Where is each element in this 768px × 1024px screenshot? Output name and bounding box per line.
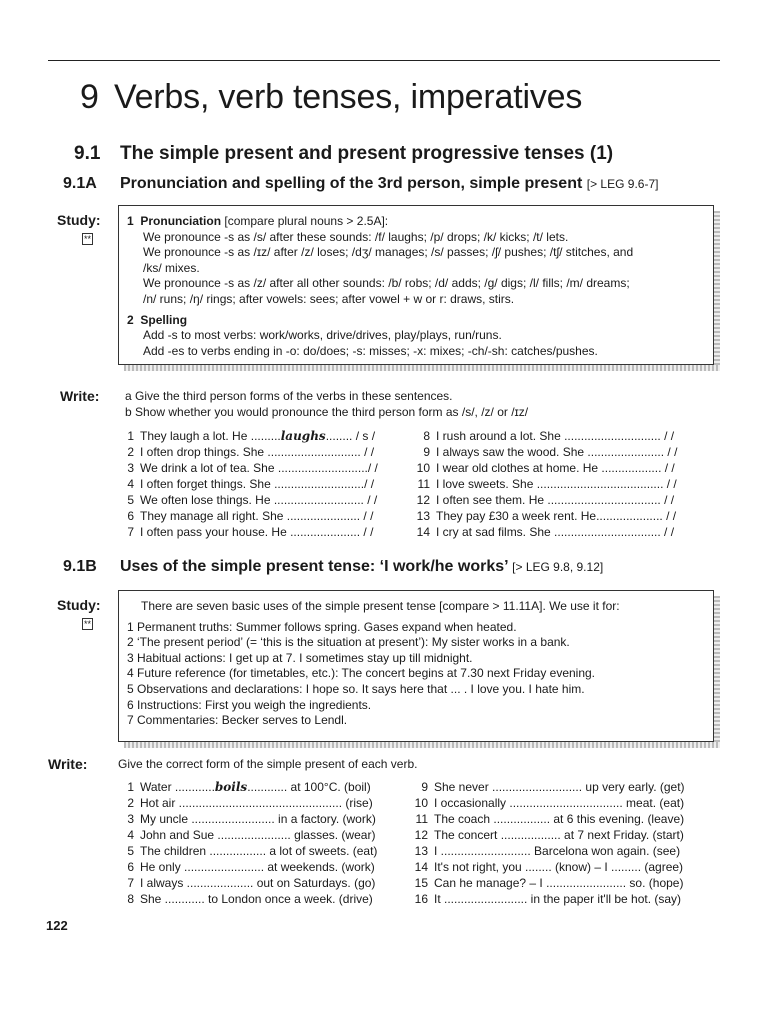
subsection-9-1a-title [120,175,658,193]
item-text: They manage all right. She ...................... / / [140,509,374,523]
exercise-item [414,460,677,476]
item-number: 6 [127,860,134,874]
box-shadow [124,365,720,371]
item-text: Can he manage? – I ........................ so. (hope) [434,876,684,890]
item-number: 15 [414,876,428,890]
item-number: 1 [127,780,134,794]
exercise-item [118,460,378,476]
point-number: 1 [127,214,134,228]
item-number: 3 [127,461,134,475]
item-number: 7 [127,525,134,539]
item-text: The coach ................. at 6 this evening. (leave) [434,812,685,826]
exercise-item [414,492,677,508]
exercise-item [414,444,677,460]
item-number: 9 [421,780,428,794]
exercise-item [412,875,685,891]
item-text: Hot air ................................................. (rise) [140,796,373,810]
item-text: I occasionally .................................. meat. (eat) [434,796,685,810]
chapter-title-text: Verbs, verb tenses, imperatives [114,78,583,116]
section-number: 9.1 [74,143,101,164]
exercise-item [412,843,685,859]
rule-line: We pronounce -s as /s/ after these sounds: /f/ laughs; /p/ drops; /k/ kicks; /t/ lets. [143,229,569,244]
rule-line: We pronounce -s as /ɪz/ after /z/ loses; /dʒ/ manages; /s/ passes; /ʃ/ pushes; /tʃ/ stitches, and [143,245,634,260]
item-number: 8 [423,429,430,443]
handwritten-answer: laughs [280,429,326,443]
subsection-9-1b-title-text: Uses of the simple present tense: ‘I work/he works’ [120,558,508,575]
exercise-item [118,779,377,795]
item-number: 12 [416,493,430,507]
item-text: We drink a lot of tea. She .........................../ / [140,461,378,475]
difficulty-stars-9-1a: ** [84,234,92,244]
exercise-item [412,795,685,811]
item-text: The concert .................. at 7 next Friday. (start) [434,828,684,842]
item-text: They laugh a lot. He ......... [140,429,281,443]
item-text: I always .................... out on Saturdays. (go) [140,876,376,890]
subsection-9-1a-ref: [> LEG 9.6-7] [586,177,659,191]
item-text: It ......................... in the paper it'll be hot. (say) [434,892,682,906]
exercise-item [118,492,378,508]
rule-line: We pronounce -s as /z/ after all other sounds: /b/ robs; /d/ adds; /g/ digs; /l/ fills; /m/ dreams; [143,276,630,291]
item-text-end: ........ / s / [325,429,376,443]
point-heading-pronunciation: Pronunciation [140,214,222,228]
item-number: 14 [416,525,430,539]
item-text: I often drop things. She ............................ / / [140,445,375,459]
study-box-9-1b [118,590,714,742]
exercise-item [412,827,685,843]
study-label-9-1b: Study: [57,597,101,613]
use-item: 5 Observations and declarations: I hope so. It says here that ... . I love you. I hate him. [127,681,585,696]
subsection-9-1b-title [120,558,603,576]
point-heading-spelling: Spelling [140,312,188,327]
item-number: 2 [127,796,134,810]
item-text: The children ................. a lot of sweets. (eat) [140,844,378,858]
item-text: She ............ to London once a week. (drive) [140,892,373,906]
exercise-item [118,859,377,875]
item-number: 13 [416,509,430,523]
item-number: 13 [414,844,428,858]
exercise-item [412,891,685,907]
exercise-9-1a-left [118,428,378,540]
exercise-item [412,779,685,795]
item-number: 6 [127,509,134,523]
exercise-item [412,859,685,875]
item-text: My uncle ......................... in a factory. (work) [140,812,376,826]
exercise-item [118,827,377,843]
item-text: They pay £30 a week rent. He.................... / / [436,509,677,523]
rule-line: /n/ runs; /ŋ/ rings; after vowels: sees; after vowel + w or r: draws, stirs. [143,291,515,306]
subsection-9-1a-number: 9.1A [63,175,97,192]
item-text: I always saw the wood. She ....................... / / [436,445,678,459]
exercise-item [118,476,378,492]
rule-line: Add -s to most verbs: work/works, drive/drives, play/plays, run/runs. [143,328,502,343]
exercise-item [118,811,377,827]
use-item: 4 Future reference (for timetables, etc.): The concert begins at 7.30 next Friday evening. [127,666,596,681]
item-text: I often pass your house. He ..................... / / [140,525,374,539]
exercise-item [414,524,677,540]
item-number: 3 [127,812,134,826]
item-number: 7 [127,876,134,890]
exercise-item [118,891,377,907]
item-text: Water ............ [140,780,215,794]
item-number: 10 [416,461,430,475]
use-item: 7 Commentaries: Becker serves to Lendl. [127,713,348,728]
point-note: [compare plural nouns > 2.5A]: [221,214,389,228]
item-number: 4 [127,477,134,491]
exercise-9-1a-right [414,428,677,540]
item-number: 5 [127,844,134,858]
point-number: 2 [127,312,134,327]
item-number: 12 [414,828,428,842]
exercise-item [414,508,677,524]
box-shadow [124,742,720,748]
use-item: 6 Instructions: First you weigh the ingredients. [127,697,372,712]
exercise-item [118,524,378,540]
item-number: 11 [415,812,428,826]
subsection-9-1b-ref: [> LEG 9.8, 9.12] [512,560,604,574]
item-number: 5 [127,493,134,507]
item-number: 1 [127,429,134,443]
subsection-9-1b-number: 9.1B [63,558,97,575]
exercise-item [118,875,377,891]
study-label-9-1a: Study: [57,212,101,228]
exercise-item [118,843,377,859]
difficulty-stars-9-1b: ** [84,619,92,629]
exercise-item [414,476,677,492]
exercise-item [118,795,377,811]
item-text: I often see them. He .................................. / / [436,493,675,507]
item-text: He only ........................ at weekends. (work) [140,860,375,874]
exercise-item [118,428,378,444]
item-text: She never ........................... up very early. (get) [434,780,685,794]
item-number: 14 [414,860,428,874]
rule-line: /ks/ mixes. [143,260,200,275]
item-number: 4 [127,828,134,842]
subsection-9-1a-title-text: Pronunciation and spelling of the 3rd person, simple present [120,175,583,192]
write-label-9-1a: Write: [60,388,100,404]
exercise-item [118,444,378,460]
exercise-9-1b-right [412,779,685,907]
exercise-9-1b-left [118,779,377,907]
page-number: 122 [46,918,68,933]
chapter-title [80,78,582,117]
item-text-end: ............ at 100°C. (boil) [247,780,371,794]
use-item: 3 Habitual actions: I get up at 7. I sometimes stay up till midnight. [127,650,473,665]
use-item: 1 Permanent truths: Summer follows spring. Gases expand when heated. [127,619,517,634]
item-text: I ........................... Barcelona won again. (see) [434,844,681,858]
chapter-number: 9 [80,78,99,116]
exercise-item [118,508,378,524]
box-shadow [714,211,720,365]
item-text: I rush around a lot. She ............................. / / [436,429,675,443]
uses-list [127,620,705,729]
top-rule [48,60,720,61]
instruction-a: a Give the third person forms of the verbs in these sentences. [125,389,453,403]
item-number: 9 [423,445,430,459]
box-shadow [714,596,720,742]
exercise-item [412,811,685,827]
rule-line: Add -es to verbs ending in -o: do/does; -s: misses; -x: mixes; -ch/-sh: catches/pushes. [143,343,598,358]
write-label-9-1b: Write: [48,756,88,772]
item-text: It's not right, you ........ (know) – I ......... (agree) [434,860,684,874]
item-text: We often lose things. He ........................... / / [140,493,378,507]
item-text: I wear old clothes at home. He .................. / / [436,461,675,475]
item-text: I often forget things. She .........................../ / [140,477,375,491]
item-number: 10 [414,796,428,810]
exercise-item [414,428,677,444]
use-item: 2 ‘The present period’ (= ‘this is the situation at present’): My sister works in a bank. [127,635,570,650]
item-number: 2 [127,445,134,459]
item-text: I love sweets. She ...................................... / / [436,477,677,491]
item-number: 16 [414,892,428,906]
study-box-9-1a [118,205,714,365]
uses-intro: There are seven basic uses of the simple present tense [compare > 11.11A]. We use it for: [141,599,620,613]
handwritten-answer: boils [214,780,248,794]
item-text: John and Sue ...................... glasses. (wear) [140,828,376,842]
instruction-b: b Show whether you would pronounce the third person form as /s/, /z/ or /ɪz/ [125,405,529,419]
item-text: I cry at sad films. She ................................ / / [436,525,675,539]
instruction-9-1b: Give the correct form of the simple present of each verb. [118,757,418,771]
section-title: The simple present and present progressive tenses (1) [120,143,614,164]
item-number: 8 [127,892,134,906]
item-number: 11 [417,477,430,491]
